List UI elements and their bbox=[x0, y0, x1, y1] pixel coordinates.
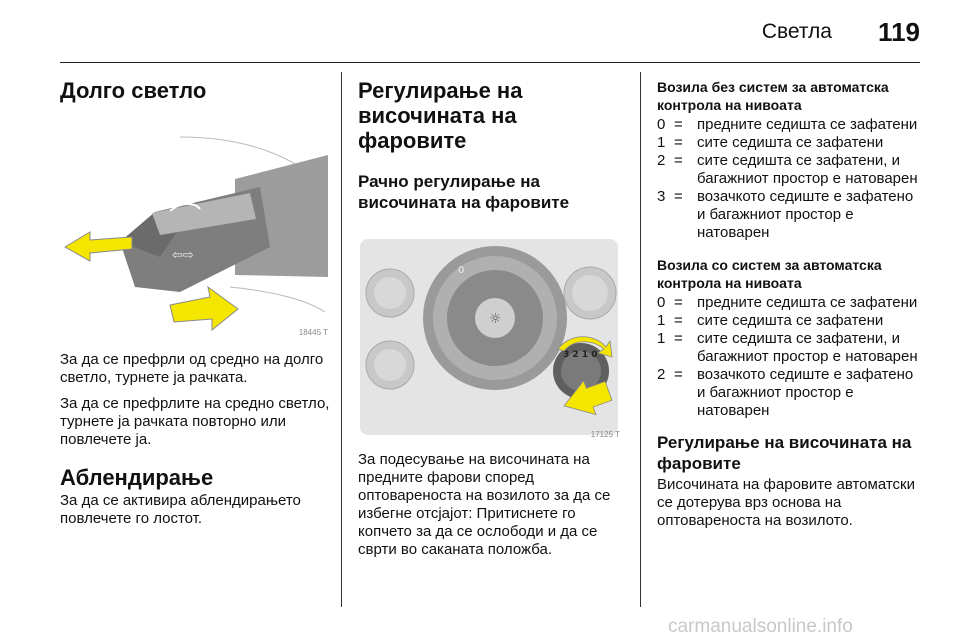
manual-range-subtitle: Рачно регулирање на височината на фаровите bbox=[358, 172, 570, 212]
push-arrow-icon bbox=[65, 232, 132, 261]
dipping-title: Аблендирање bbox=[60, 465, 214, 490]
auto-range-heading: Регулирање на височината на фаровите bbox=[657, 433, 912, 473]
high-beam-paragraph-2: За да се префрлите на средно светло, турнете ја рачката повторно или повлечете ја. bbox=[60, 395, 330, 448]
with-levelling-heading: Возила со систем за автоматска контрола на нивоата bbox=[657, 257, 882, 291]
high-beam-title: Долго светло bbox=[60, 78, 207, 103]
column-divider bbox=[341, 72, 342, 607]
indicator-stalk-figure bbox=[60, 127, 330, 337]
list-item: 2 = сите седишта се зафатени, и багажниот простор е натоварен bbox=[657, 152, 918, 187]
list-item: 1 = сите седишта се зафатени, и багажниот простор е натоварен bbox=[657, 330, 918, 365]
list-item: 3 = возачкото седиште е зафатено и багажниот простор е натоварен bbox=[657, 188, 914, 241]
without-levelling-list bbox=[657, 116, 925, 242]
dipping-paragraph: За да се активира аблендирањето повлечете го лостот. bbox=[60, 492, 301, 527]
range-wheel-scale: 3 2 1 0 bbox=[563, 350, 598, 360]
light-switch-figure bbox=[358, 233, 622, 439]
watermark: carmanualsonline.info bbox=[668, 616, 853, 637]
manual-range-paragraph: За подесување на височината на предните фарови според оптовареноста на возилото за да се избегне отсјајот: Притиснете го копчето за да се ослободи и да се сврти во саканата положба. bbox=[358, 451, 611, 558]
list-item: 1 = сите седишта се зафатени bbox=[657, 134, 884, 151]
arrow-signal-icon: ⇦⇨ bbox=[172, 248, 194, 263]
auto-range-paragraph: Височината на фаровите автоматски се дотерува врз основа на оптовареноста на возилото. bbox=[657, 476, 915, 529]
sun-icon: ☼ bbox=[489, 311, 502, 327]
without-levelling-heading: Возила без систем за автоматска контрола на нивоата bbox=[657, 79, 889, 113]
pull-arrow-icon bbox=[170, 287, 238, 330]
column-high-beam bbox=[60, 78, 330, 528]
list-item: 0 = предните седишта се зафатени bbox=[657, 116, 918, 133]
list-item: 0 = предните седишта се зафатени bbox=[657, 294, 918, 311]
page-number: 119 bbox=[878, 17, 920, 47]
list-item: 2 = возачкото седиште е зафатено и багажниот простор е натоварен bbox=[657, 366, 914, 419]
list-item: 1 = сите седишта се зафатени bbox=[657, 312, 884, 329]
section-title: Светла bbox=[761, 20, 832, 43]
column-levelling bbox=[657, 78, 925, 530]
knob-zero-label: 0 bbox=[458, 265, 465, 276]
column-divider bbox=[640, 72, 641, 607]
indicator-stalk-illustration bbox=[60, 127, 330, 337]
headlight-range-title: Регулирање на височината на фаровите bbox=[358, 78, 523, 153]
page-header bbox=[60, 0, 920, 63]
with-levelling-list bbox=[657, 294, 925, 420]
light-switch-illustration bbox=[358, 233, 622, 439]
figure-code: 18445 T bbox=[298, 328, 328, 337]
high-beam-paragraph-1: За да се префрли од средно на долго светло, турнете ја рачката. bbox=[60, 351, 324, 386]
figure-code: 17125 T bbox=[590, 430, 620, 439]
column-headlight-range bbox=[358, 78, 624, 559]
